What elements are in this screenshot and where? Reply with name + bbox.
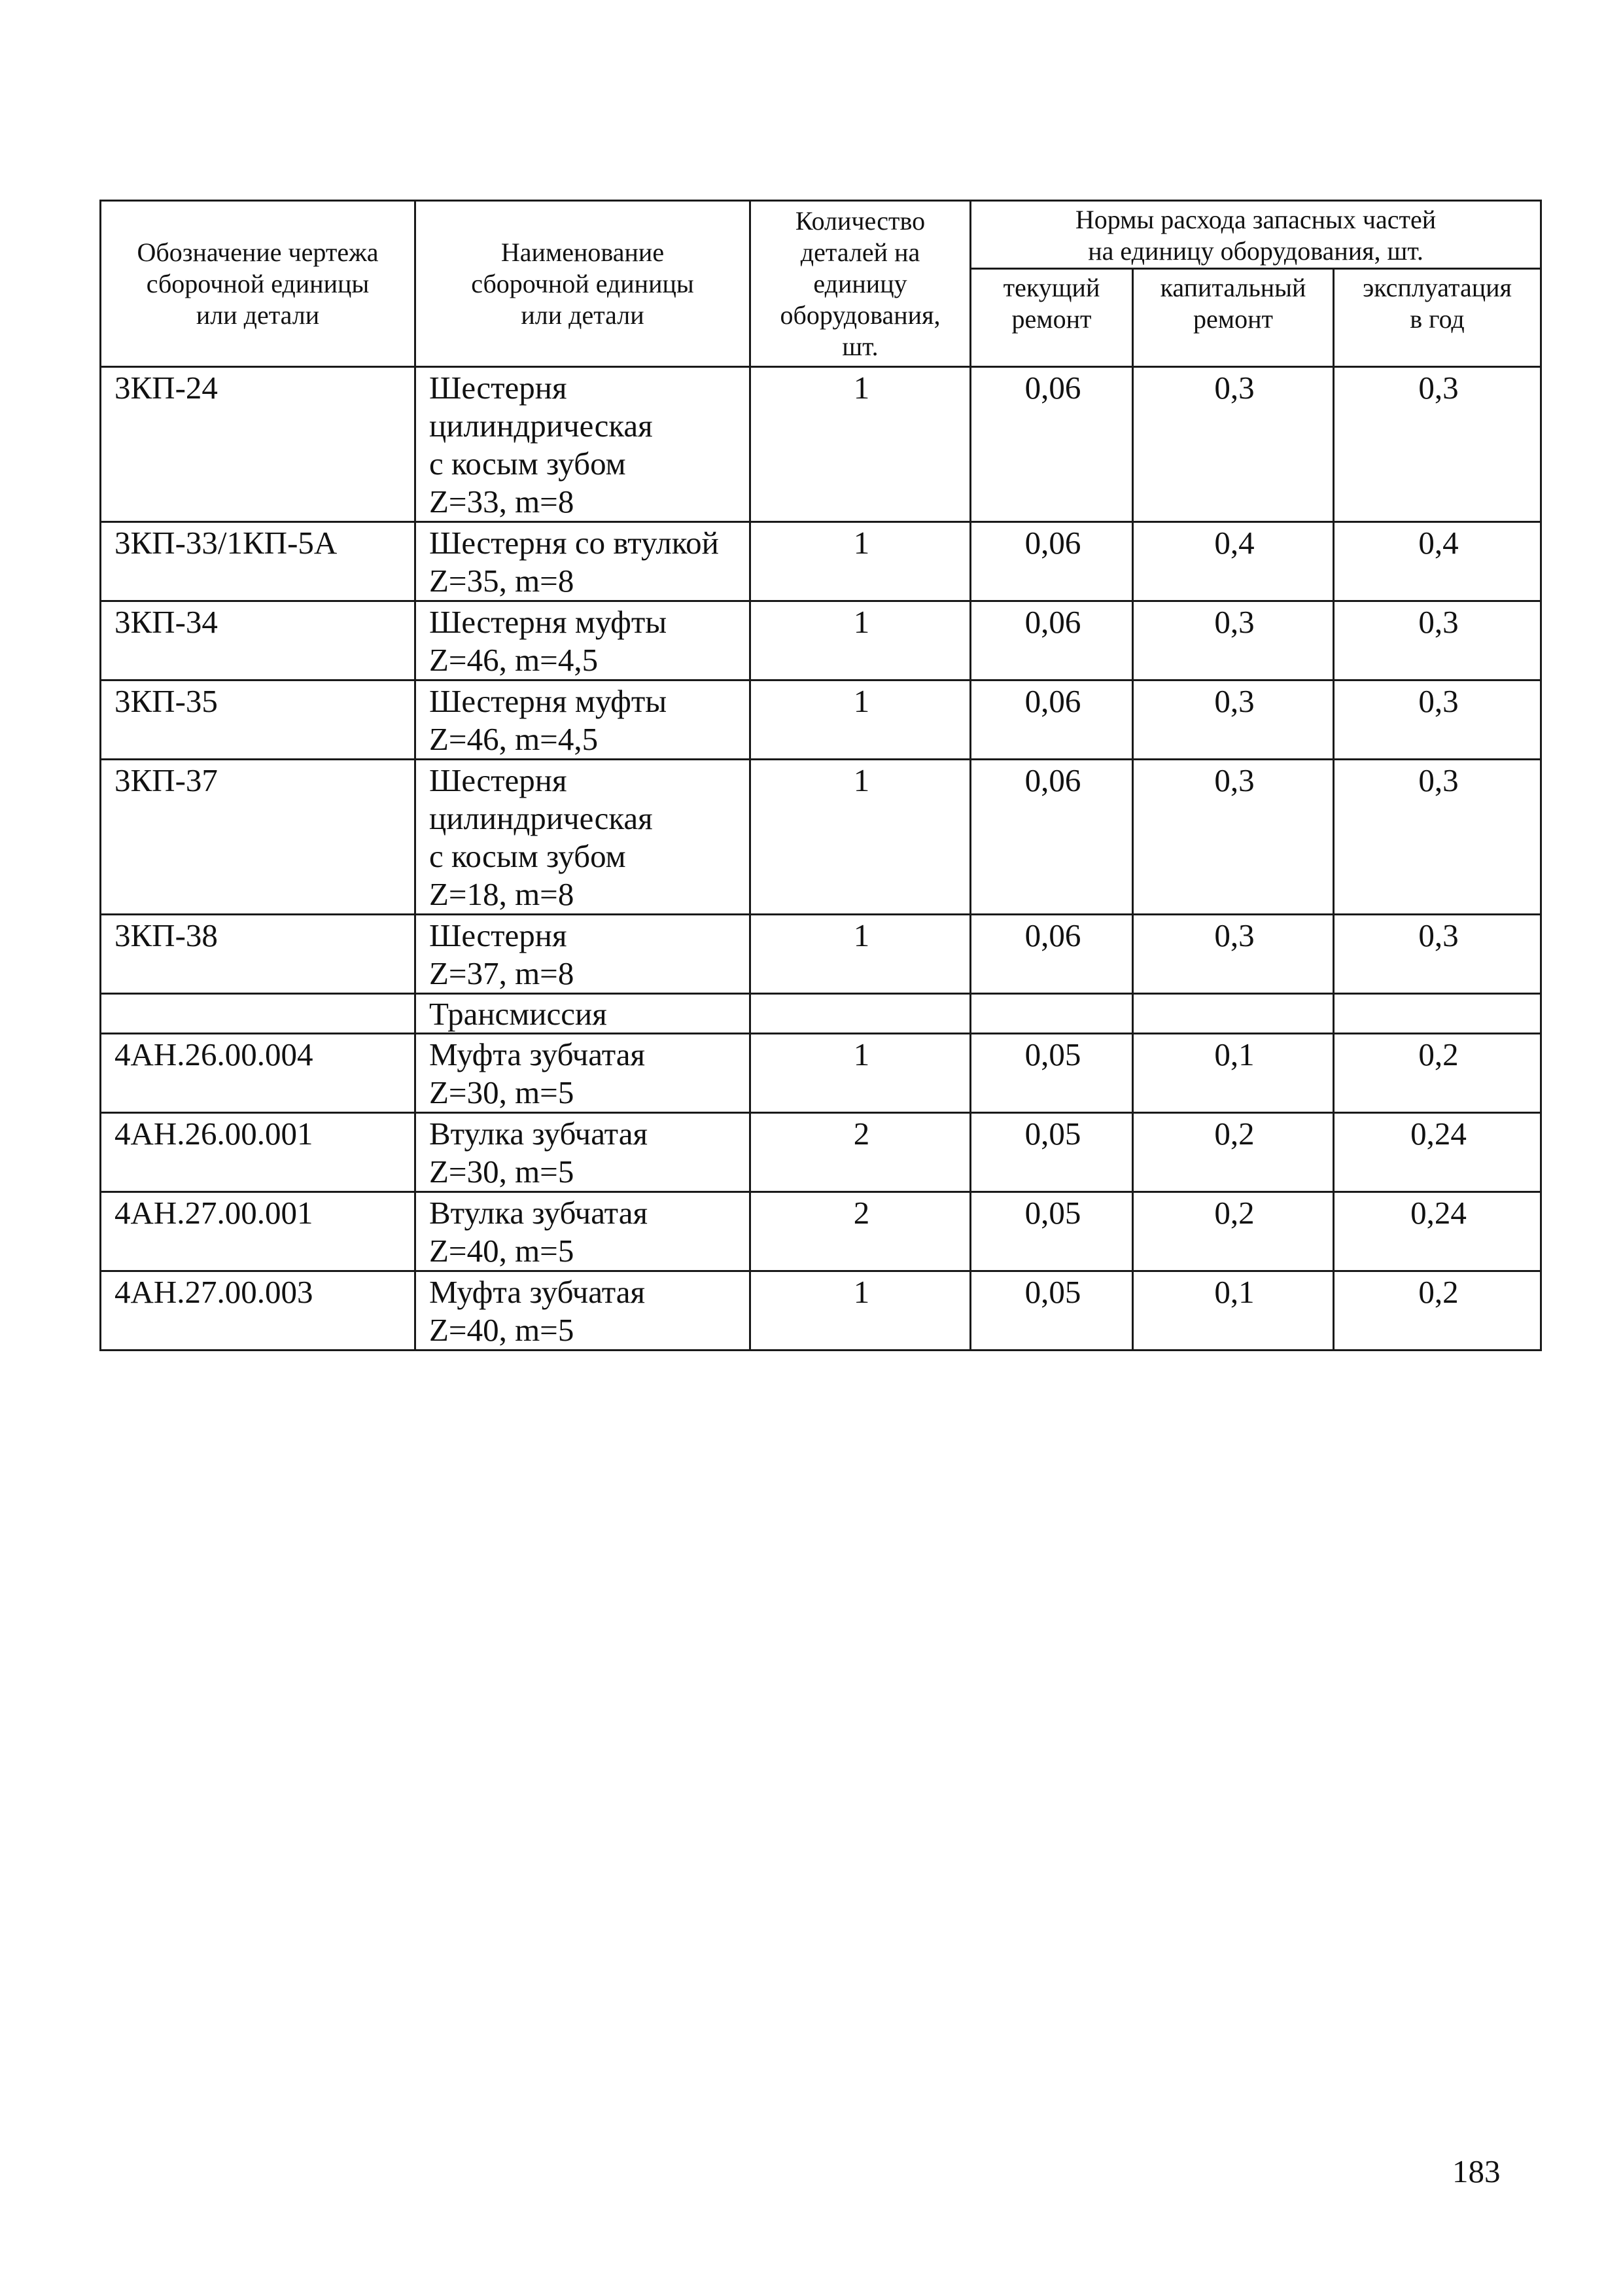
empty-cell	[1334, 994, 1541, 1034]
current-repair-norm: 0,05	[971, 1271, 1133, 1351]
annual-operation-norm: 0,2	[1334, 1271, 1541, 1351]
capital-repair-norm: 0,2	[1133, 1192, 1334, 1271]
header-current-repair: текущий ремонт	[971, 269, 1133, 367]
unit-name: Шестерня цилиндрическая с косым зубом Z=18, m=8	[415, 760, 750, 915]
drawing-code: 3КП-35	[101, 680, 415, 760]
drawing-code: 4АН.26.00.004	[101, 1034, 415, 1113]
drawing-code: 4АН.27.00.003	[101, 1271, 415, 1351]
header-annual-operation: эксплуатация в год	[1334, 269, 1541, 367]
annual-operation-norm: 0,3	[1334, 680, 1541, 760]
capital-repair-norm: 0,3	[1133, 367, 1334, 522]
empty-cell	[1133, 994, 1334, 1034]
empty-cell	[750, 994, 971, 1034]
annual-operation-norm: 0,3	[1334, 915, 1541, 994]
unit-name: Шестерня со втулкой Z=35, m=8	[415, 522, 750, 601]
unit-name: Шестерня муфты Z=46, m=4,5	[415, 680, 750, 760]
empty-cell	[101, 994, 415, 1034]
quantity: 1	[750, 522, 971, 601]
quantity: 1	[750, 760, 971, 915]
current-repair-norm: 0,06	[971, 760, 1133, 915]
capital-repair-norm: 0,1	[1133, 1034, 1334, 1113]
table-row	[101, 601, 1541, 680]
drawing-code: 3КП-33/1КП-5А	[101, 522, 415, 601]
table-row	[101, 760, 1541, 915]
header-capital-repair: капитальный ремонт	[1133, 269, 1334, 367]
current-repair-norm: 0,06	[971, 680, 1133, 760]
table-row	[101, 1113, 1541, 1192]
quantity: 2	[750, 1113, 971, 1192]
unit-name: Шестерня Z=37, m=8	[415, 915, 750, 994]
unit-name: Втулка зубчатая Z=30, m=5	[415, 1113, 750, 1192]
drawing-code: 4АН.26.00.001	[101, 1113, 415, 1192]
header-drawing-code: Обозначение чертежа сборочной единицы или детали	[101, 201, 415, 367]
current-repair-norm: 0,05	[971, 1113, 1133, 1192]
drawing-code: 4АН.27.00.001	[101, 1192, 415, 1271]
current-repair-norm: 0,05	[971, 1034, 1133, 1113]
quantity: 1	[750, 680, 971, 760]
drawing-code: 3КП-38	[101, 915, 415, 994]
drawing-code: 3КП-24	[101, 367, 415, 522]
annual-operation-norm: 0,24	[1334, 1192, 1541, 1271]
section-row	[101, 994, 1541, 1034]
current-repair-norm: 0,06	[971, 367, 1133, 522]
drawing-code: 3КП-37	[101, 760, 415, 915]
table-row	[101, 1271, 1541, 1351]
annual-operation-norm: 0,3	[1334, 760, 1541, 915]
annual-operation-norm: 0,24	[1334, 1113, 1541, 1192]
spare-parts-table	[99, 200, 1542, 1351]
quantity: 1	[750, 601, 971, 680]
capital-repair-norm: 0,3	[1133, 601, 1334, 680]
unit-name: Муфта зубчатая Z=40, m=5	[415, 1271, 750, 1351]
table-row	[101, 367, 1541, 522]
current-repair-norm: 0,06	[971, 915, 1133, 994]
quantity: 1	[750, 1271, 971, 1351]
annual-operation-norm: 0,3	[1334, 367, 1541, 522]
quantity: 2	[750, 1192, 971, 1271]
current-repair-norm: 0,06	[971, 522, 1133, 601]
current-repair-norm: 0,06	[971, 601, 1133, 680]
empty-cell	[971, 994, 1133, 1034]
page-number: 183	[1452, 2153, 1501, 2189]
table-row	[101, 522, 1541, 601]
section-title: Трансмиссия	[415, 994, 750, 1034]
table-row	[101, 915, 1541, 994]
capital-repair-norm: 0,3	[1133, 915, 1334, 994]
unit-name: Муфта зубчатая Z=30, m=5	[415, 1034, 750, 1113]
capital-repair-norm: 0,1	[1133, 1271, 1334, 1351]
current-repair-norm: 0,05	[971, 1192, 1133, 1271]
capital-repair-norm: 0,3	[1133, 680, 1334, 760]
header-consumption-norms: Нормы расхода запасных частей на единицу оборудования, шт.	[971, 201, 1541, 269]
annual-operation-norm: 0,2	[1334, 1034, 1541, 1113]
unit-name: Шестерня муфты Z=46, m=4,5	[415, 601, 750, 680]
drawing-code: 3КП-34	[101, 601, 415, 680]
table-row	[101, 1034, 1541, 1113]
header-quantity: Количество деталей на единицу оборудования, шт.	[750, 201, 971, 367]
annual-operation-norm: 0,3	[1334, 601, 1541, 680]
header-unit-name: Наименование сборочной единицы или детали	[415, 201, 750, 367]
quantity: 1	[750, 1034, 971, 1113]
capital-repair-norm: 0,4	[1133, 522, 1334, 601]
unit-name: Втулка зубчатая Z=40, m=5	[415, 1192, 750, 1271]
table-row	[101, 1192, 1541, 1271]
capital-repair-norm: 0,3	[1133, 760, 1334, 915]
capital-repair-norm: 0,2	[1133, 1113, 1334, 1192]
unit-name: Шестерня цилиндрическая с косым зубом Z=33, m=8	[415, 367, 750, 522]
table-row	[101, 680, 1541, 760]
quantity: 1	[750, 915, 971, 994]
annual-operation-norm: 0,4	[1334, 522, 1541, 601]
quantity: 1	[750, 367, 971, 522]
